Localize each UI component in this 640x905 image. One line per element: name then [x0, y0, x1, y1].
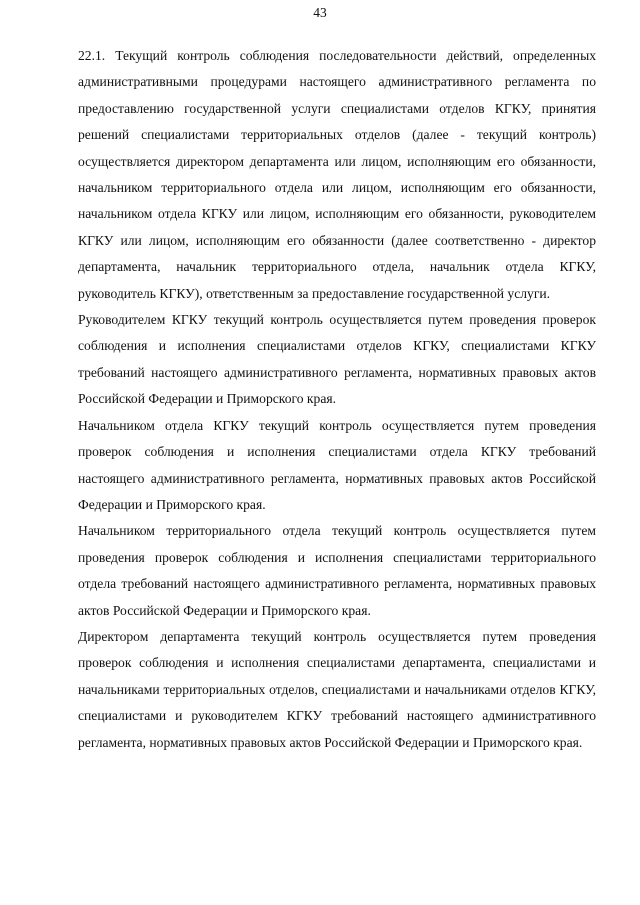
paragraph-territorial-head-control: Начальником территориального отдела текущий контроль осуществляется путем проведения проверок соблюдения и исполнения специалистами территориального отдела требований настоящего административного регламента, нормативных правовых актов Российской Федерации и Приморского края. — [78, 523, 596, 618]
paragraph-kgku-head-control: Руководителем КГКУ текущий контроль осуществляется путем проведения проверок соблюдения и исполнения специалистами отделов КГКУ, специалистами КГКУ требований настоящего административного регламента, нормативных правовых актов Российской Федерации и Приморского края. — [78, 312, 596, 407]
paragraph-director-control: Директором департамента текущий контроль осуществляется путем проведения проверок соблюдения и исполнения специалистами департамента, специалистами и начальниками территориальных отделов, специалистами и начальниками отделов КГКУ, специалистами и руководителем КГКУ требований настоящего административного регламента, нормативных правовых актов Российской Федерации и Приморского края. — [78, 628, 596, 750]
document-body — [78, 43, 596, 756]
paragraph-22-1: 22.1. Текущий контроль соблюдения последовательности действий, определенных административными процедурами настоящего административного регламента по предоставлению государственной услуги специалистами отделов КГКУ, принятия решений специалистами территориальных отделов (далее - текущий контроль) осуществляется директором департамента или лицом, исполняющим его обязанности, начальником территориального отдела или лицом, исполняющим его обязанности, начальником отдела КГКУ или лицом, исполняющим его обязанности, руководителем КГКУ или лицом, исполняющим его обязанности (далее соответственно - директор департамента, начальник территориального отдела, начальник отдела КГКУ, руководитель КГКУ), ответственным за предоставление государственной услуги. — [78, 48, 596, 301]
page-number: 43 — [313, 5, 327, 20]
paragraph-department-head-control: Начальником отдела КГКУ текущий контроль осуществляется путем проведения проверок соблюдения и исполнения специалистами отдела КГКУ требований настоящего административного регламента, нормативных правовых актов Российской Федерации и Приморского края. — [78, 417, 596, 512]
